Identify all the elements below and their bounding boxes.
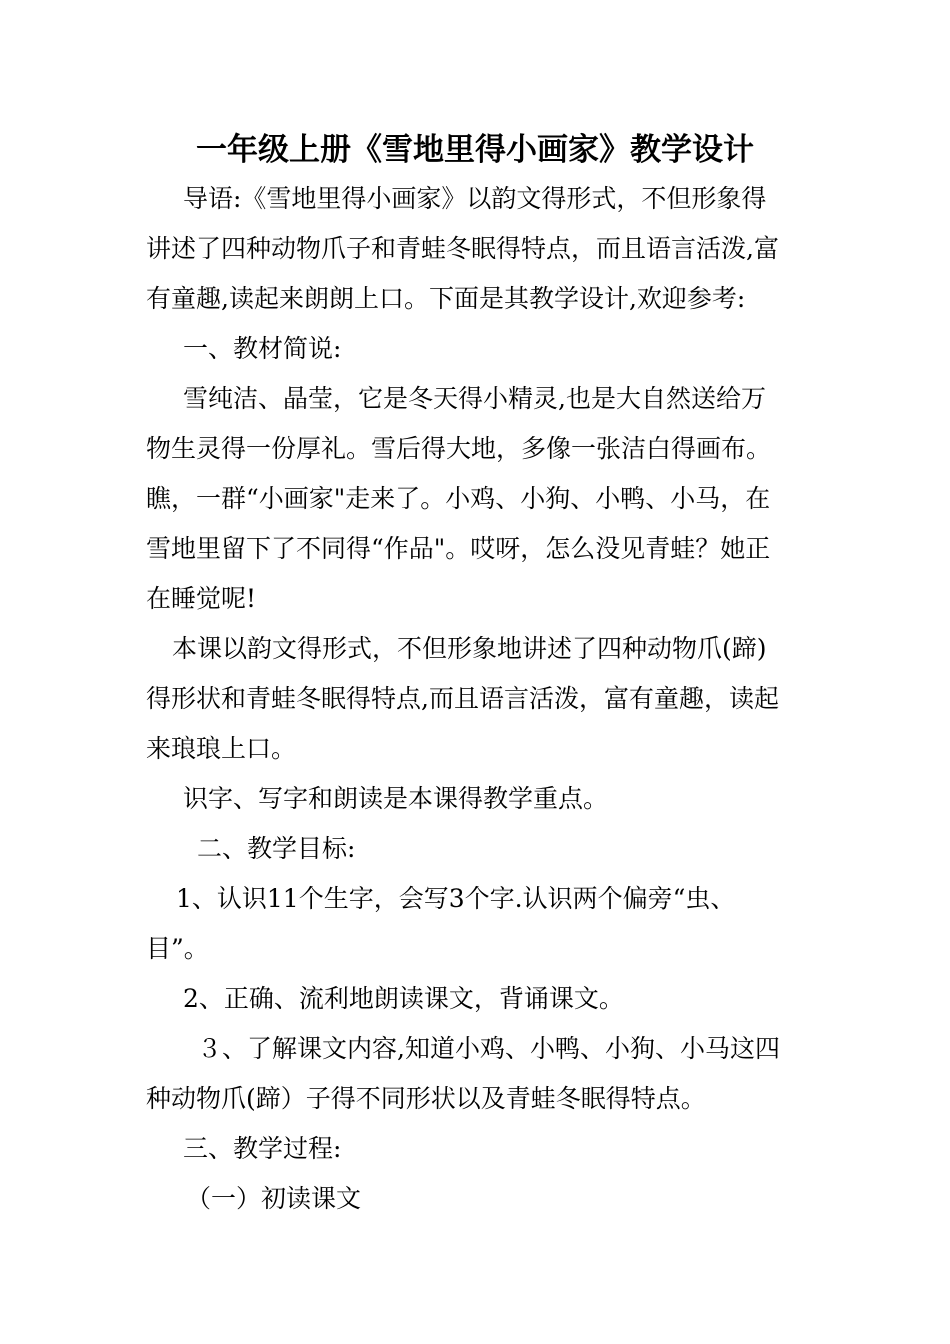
paragraph-line: 来琅琅上口。 (146, 734, 297, 763)
paragraph-line: 雪地里留下了不同得“作品"。哎呀，怎么没见青蛙？她正 (146, 534, 771, 563)
section-heading: 三、教学过程: (183, 1134, 342, 1163)
list-item: 1、认识11个生字，会写3个字.认识两个偏旁“虫、 (176, 884, 736, 913)
paragraph-line: 本课以韵文得形式，不但形象地讲述了四种动物爪(蹄) (172, 634, 767, 663)
paragraph-line: 瞧，一群“小画家"走来了。小鸡、小狗、小鸭、小马，在 (146, 484, 771, 513)
list-item-continuation: 目”。 (146, 934, 209, 963)
paragraph-line: 在睡觉呢! (146, 584, 257, 613)
paragraph-line: 物生灵得一份厚礼。雪后得大地，多像一张洁白得画布。 (146, 434, 772, 463)
paragraph-line: 有童趣,读起来朗朗上口。下面是其教学设计,欢迎参考: (146, 284, 746, 313)
paragraph-line: 得形状和青蛙冬眠得特点,而且语言活泼，富有童趣，读起 (146, 684, 779, 713)
paragraph-line: 雪纯洁、晶莹，它是冬天得小精灵,也是大自然送给万 (183, 384, 766, 413)
paragraph-line: 讲述了四种动物爪子和青蛙冬眠得特点，而且语言活泼,富 (146, 234, 779, 263)
section-heading: 一、教材简说: (183, 334, 342, 363)
list-item: 2、正确、流利地朗读课文，背诵课文。 (183, 984, 624, 1013)
list-item: ３、了解课文内容,知道小鸡、小鸭、小狗、小马这四 (197, 1034, 780, 1063)
list-item-continuation: 种动物爪(蹄）子得不同形状以及青蛙冬眠得特点。 (146, 1084, 706, 1113)
document-title: 一年级上册《雪地里得小画家》教学设计 (196, 132, 754, 168)
paragraph-line: 识字、写字和朗读是本课得教学重点。 (183, 784, 609, 813)
section-heading: 二、教学目标: (197, 834, 356, 863)
paragraph-line: 导语:《雪地里得小画家》以韵文得形式，不但形象得 (183, 184, 767, 213)
subsection-heading: （一）初读课文 (186, 1184, 362, 1213)
